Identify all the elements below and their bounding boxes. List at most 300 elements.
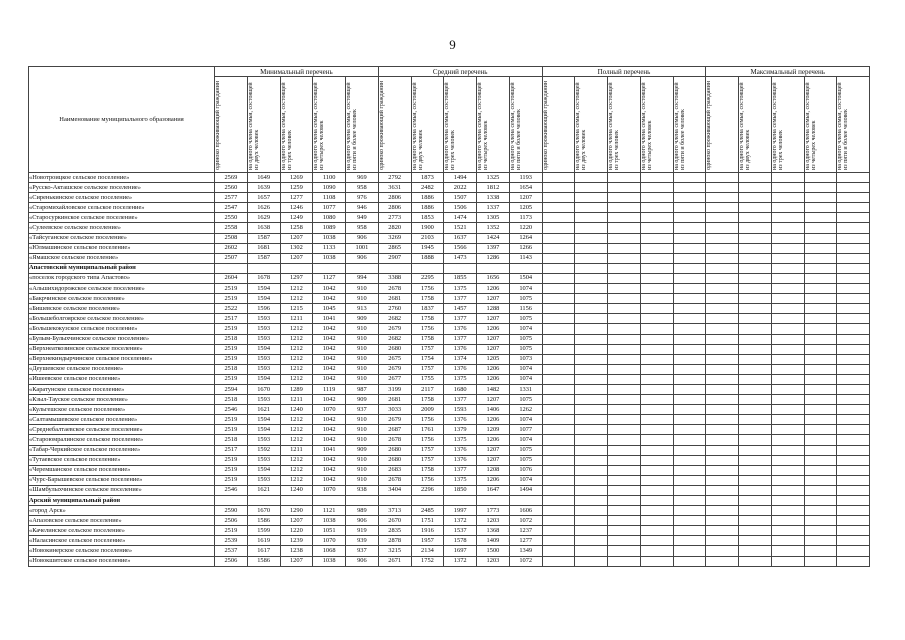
empty-cell xyxy=(804,374,837,384)
empty-cell xyxy=(542,294,575,304)
value-cell-mid: 1424 xyxy=(477,233,510,243)
empty-cell xyxy=(673,334,706,344)
empty-cell xyxy=(608,405,641,415)
empty-cell xyxy=(575,344,608,354)
subcolumn-header xyxy=(378,77,411,173)
empty-cell xyxy=(542,334,575,344)
value-cell-min: 1042 xyxy=(313,334,346,344)
subcolumn-header xyxy=(608,77,641,173)
empty-cell xyxy=(673,364,706,374)
value-cell-mid: 1072 xyxy=(509,516,542,526)
value-cell-mid: 1812 xyxy=(477,183,510,193)
municipality-name: «Большеболгоярское сельское поселение» xyxy=(29,314,215,324)
empty-cell xyxy=(706,284,739,294)
value-cell-min: 939 xyxy=(346,536,379,546)
value-cell-mid: 1156 xyxy=(509,304,542,314)
empty-cell xyxy=(608,425,641,435)
table-row xyxy=(29,455,870,465)
empty-cell xyxy=(608,435,641,445)
empty-cell xyxy=(608,304,641,314)
empty-cell xyxy=(771,233,804,243)
municipality-name: «Табар-Черкийское сельское поселение» xyxy=(29,445,215,455)
empty-cell xyxy=(575,203,608,213)
empty-cell xyxy=(837,445,870,455)
empty-cell xyxy=(771,183,804,193)
table-row xyxy=(29,384,870,394)
group-header-full: Полный перечень xyxy=(542,67,706,77)
value-cell-min: 2560 xyxy=(215,183,248,193)
value-cell-mid: 2296 xyxy=(411,485,444,495)
value-cell-mid: 1325 xyxy=(477,173,510,183)
value-cell-mid: 2678 xyxy=(378,435,411,445)
table-row xyxy=(29,203,870,213)
empty-cell xyxy=(608,193,641,203)
value-cell-min: 949 xyxy=(346,213,379,223)
empty-cell xyxy=(542,223,575,233)
value-cell-min: 1042 xyxy=(313,364,346,374)
municipality-name: «Альшихидорожское сельское поселение» xyxy=(29,284,215,294)
table-row xyxy=(29,273,870,283)
empty-cell xyxy=(477,263,510,273)
empty-cell xyxy=(640,384,673,394)
subcolumn-header-label: одиноко проживающий гражданин xyxy=(542,81,549,170)
empty-cell xyxy=(837,193,870,203)
empty-cell xyxy=(706,324,739,334)
empty-cell xyxy=(837,496,870,506)
empty-cell xyxy=(640,465,673,475)
value-cell-min: 937 xyxy=(346,546,379,556)
value-cell-mid: 1761 xyxy=(411,425,444,435)
empty-cell xyxy=(804,213,837,223)
value-cell-mid: 1209 xyxy=(477,425,510,435)
municipality-name: «Староюмралинское сельское поселение» xyxy=(29,435,215,445)
value-cell-min: 2506 xyxy=(215,516,248,526)
municipality-name: «Кульгешское сельское поселение» xyxy=(29,405,215,415)
value-cell-mid: 1494 xyxy=(444,173,477,183)
empty-cell xyxy=(739,405,772,415)
empty-cell xyxy=(640,253,673,263)
empty-cell xyxy=(542,213,575,223)
table-row xyxy=(29,435,870,445)
empty-cell xyxy=(804,223,837,233)
value-cell-mid: 1697 xyxy=(444,546,477,556)
empty-cell xyxy=(608,203,641,213)
empty-cell xyxy=(608,465,641,475)
empty-cell xyxy=(706,304,739,314)
value-cell-mid: 1957 xyxy=(411,536,444,546)
value-cell-min: 2518 xyxy=(215,364,248,374)
empty-cell xyxy=(542,314,575,324)
empty-cell xyxy=(739,536,772,546)
value-cell-min: 938 xyxy=(346,485,379,495)
empty-cell xyxy=(837,253,870,263)
empty-cell xyxy=(640,496,673,506)
value-cell-min: 958 xyxy=(346,183,379,193)
value-cell-min: 2519 xyxy=(215,354,248,364)
empty-cell xyxy=(575,536,608,546)
value-cell-min: 1596 xyxy=(247,304,280,314)
empty-cell xyxy=(575,294,608,304)
value-cell-mid: 1406 xyxy=(477,405,510,415)
table-row xyxy=(29,374,870,384)
empty-cell xyxy=(608,273,641,283)
empty-cell xyxy=(706,223,739,233)
value-cell-mid: 1206 xyxy=(477,435,510,445)
empty-cell xyxy=(608,314,641,324)
value-cell-mid: 1656 xyxy=(477,273,510,283)
empty-cell xyxy=(837,284,870,294)
value-cell-min: 1594 xyxy=(247,344,280,354)
empty-cell xyxy=(771,203,804,213)
empty-cell xyxy=(837,405,870,415)
table-row xyxy=(29,314,870,324)
value-cell-mid: 1457 xyxy=(444,304,477,314)
empty-cell xyxy=(575,475,608,485)
value-cell-mid: 1207 xyxy=(509,193,542,203)
value-cell-min: 1594 xyxy=(247,284,280,294)
value-cell-min: 1594 xyxy=(247,415,280,425)
value-cell-mid: 1757 xyxy=(411,455,444,465)
empty-cell xyxy=(640,334,673,344)
value-cell-min: 1212 xyxy=(280,344,313,354)
empty-cell xyxy=(804,243,837,253)
subcolumn-header xyxy=(739,77,772,173)
empty-cell xyxy=(837,263,870,273)
empty-cell xyxy=(575,364,608,374)
value-cell-min: 1586 xyxy=(247,556,280,566)
empty-cell xyxy=(771,314,804,324)
page-number: 9 xyxy=(449,37,456,52)
empty-cell xyxy=(771,465,804,475)
empty-cell xyxy=(575,485,608,495)
empty-cell xyxy=(608,485,641,495)
empty-cell xyxy=(804,405,837,415)
empty-cell xyxy=(608,294,641,304)
value-cell-min: 2602 xyxy=(215,243,248,253)
empty-cell xyxy=(542,173,575,183)
value-cell-min: 1594 xyxy=(247,294,280,304)
value-cell-mid: 1757 xyxy=(411,344,444,354)
subcolumn-header-label: на одного члена семьи, состоящей из двух человек xyxy=(411,82,424,170)
value-cell-min: 1619 xyxy=(247,536,280,546)
value-cell-mid: 1305 xyxy=(477,213,510,223)
value-cell-mid: 1075 xyxy=(509,294,542,304)
empty-cell xyxy=(640,546,673,556)
value-cell-mid: 1075 xyxy=(509,395,542,405)
empty-cell xyxy=(575,526,608,536)
value-cell-min: 2517 xyxy=(215,314,248,324)
value-cell-min: 1240 xyxy=(280,405,313,415)
empty-cell xyxy=(706,213,739,223)
value-cell-min: 1212 xyxy=(280,455,313,465)
municipality-name: «Ямашское сельское поселение» xyxy=(29,253,215,263)
value-cell-min: 2604 xyxy=(215,273,248,283)
empty-cell xyxy=(640,223,673,233)
subcolumn-header xyxy=(804,77,837,173)
table-row xyxy=(29,183,870,193)
value-cell-min: 1238 xyxy=(280,546,313,556)
value-cell-min: 2519 xyxy=(215,465,248,475)
empty-cell xyxy=(575,455,608,465)
empty-cell xyxy=(673,455,706,465)
empty-cell xyxy=(706,526,739,536)
value-cell-mid: 1886 xyxy=(411,193,444,203)
value-cell-min: 2517 xyxy=(215,445,248,455)
municipality-name: «Ишеевское сельское поселение» xyxy=(29,374,215,384)
empty-cell xyxy=(837,384,870,394)
value-cell-mid: 1207 xyxy=(477,334,510,344)
value-cell-min: 1586 xyxy=(247,516,280,526)
subcolumn-header xyxy=(509,77,542,173)
empty-cell xyxy=(804,455,837,465)
municipality-name: «Новокшитское сельское поселение» xyxy=(29,556,215,566)
empty-cell xyxy=(706,425,739,435)
value-cell-mid: 1855 xyxy=(444,273,477,283)
empty-cell xyxy=(608,455,641,465)
empty-cell xyxy=(706,334,739,344)
empty-cell xyxy=(215,496,248,506)
empty-cell xyxy=(804,546,837,556)
empty-cell xyxy=(640,294,673,304)
value-cell-mid: 1075 xyxy=(509,445,542,455)
value-cell-mid: 1751 xyxy=(411,516,444,526)
empty-cell xyxy=(575,243,608,253)
value-cell-mid: 1482 xyxy=(477,384,510,394)
empty-cell xyxy=(673,536,706,546)
empty-cell xyxy=(542,304,575,314)
empty-cell xyxy=(837,364,870,374)
value-cell-mid: 2677 xyxy=(378,374,411,384)
value-cell-min: 1068 xyxy=(313,546,346,556)
subcolumn-header-label: одиноко проживающий гражданин xyxy=(706,81,713,170)
value-cell-min: 910 xyxy=(346,294,379,304)
value-cell-min: 2519 xyxy=(215,344,248,354)
table-row xyxy=(29,243,870,253)
value-cell-min: 1038 xyxy=(313,556,346,566)
empty-cell xyxy=(575,253,608,263)
municipality-name: «Юлмашинское сельское поселение» xyxy=(29,243,215,253)
empty-cell xyxy=(673,203,706,213)
empty-cell xyxy=(837,395,870,405)
municipality-name: «Тутаевское сельское поселение» xyxy=(29,455,215,465)
value-cell-min: 1594 xyxy=(247,425,280,435)
empty-cell xyxy=(575,516,608,526)
value-cell-mid: 1756 xyxy=(411,475,444,485)
empty-cell xyxy=(739,445,772,455)
empty-cell xyxy=(804,475,837,485)
value-cell-min: 906 xyxy=(346,253,379,263)
empty-cell xyxy=(542,263,575,273)
value-cell-mid: 1474 xyxy=(444,213,477,223)
municipality-name: «Большекокузское сельское поселение» xyxy=(29,324,215,334)
empty-cell xyxy=(542,415,575,425)
empty-cell xyxy=(837,435,870,445)
subcolumn-header-label: на одного члена семьи, состоящей из пяти и более человек xyxy=(509,82,523,170)
empty-cell xyxy=(313,263,346,273)
value-cell-min: 2550 xyxy=(215,213,248,223)
value-cell-mid: 1207 xyxy=(477,294,510,304)
value-cell-min: 958 xyxy=(346,223,379,233)
empty-cell xyxy=(804,536,837,546)
empty-cell xyxy=(608,374,641,384)
value-cell-mid: 1647 xyxy=(477,485,510,495)
value-cell-min: 1207 xyxy=(280,516,313,526)
table-header xyxy=(29,67,870,173)
value-cell-mid: 2681 xyxy=(378,395,411,405)
empty-cell xyxy=(411,263,444,273)
empty-cell xyxy=(575,546,608,556)
empty-cell xyxy=(771,405,804,415)
empty-cell xyxy=(837,233,870,243)
empty-cell xyxy=(640,435,673,445)
empty-cell xyxy=(771,253,804,263)
value-cell-mid: 3033 xyxy=(378,405,411,415)
municipality-name: «Среднебалтаевское сельское поселение» xyxy=(29,425,215,435)
value-cell-mid: 2679 xyxy=(378,324,411,334)
value-cell-mid: 1916 xyxy=(411,526,444,536)
empty-cell xyxy=(608,496,641,506)
empty-cell xyxy=(608,475,641,485)
value-cell-min: 2518 xyxy=(215,435,248,445)
empty-cell xyxy=(837,465,870,475)
subcolumn-header-label: на одного члена семьи, состоящей из трех человек xyxy=(608,82,621,170)
empty-cell xyxy=(542,405,575,415)
value-cell-mid: 2835 xyxy=(378,526,411,536)
value-cell-min: 989 xyxy=(346,506,379,516)
empty-cell xyxy=(575,284,608,294)
empty-cell xyxy=(706,374,739,384)
empty-cell xyxy=(575,465,608,475)
empty-cell xyxy=(575,496,608,506)
value-cell-min: 2590 xyxy=(215,506,248,516)
value-cell-mid: 1206 xyxy=(477,324,510,334)
value-cell-mid: 1074 xyxy=(509,364,542,374)
empty-cell xyxy=(837,506,870,516)
empty-cell xyxy=(673,193,706,203)
empty-cell xyxy=(542,253,575,263)
municipality-name: «Булым-Булыхчинское сельское поселение» xyxy=(29,334,215,344)
value-cell-mid: 2679 xyxy=(378,364,411,374)
value-cell-mid: 3199 xyxy=(378,384,411,394)
subcolumn-header xyxy=(640,77,673,173)
empty-cell xyxy=(673,324,706,334)
value-cell-mid: 1075 xyxy=(509,455,542,465)
empty-cell xyxy=(542,284,575,294)
value-cell-min: 2519 xyxy=(215,415,248,425)
empty-cell xyxy=(739,243,772,253)
value-cell-min: 1212 xyxy=(280,364,313,374)
value-cell-min: 1211 xyxy=(280,314,313,324)
value-cell-mid: 1756 xyxy=(411,284,444,294)
table-body xyxy=(29,173,870,567)
value-cell-mid: 3388 xyxy=(378,273,411,283)
municipality-name: «Верхнеаткозинское сельское поселение» xyxy=(29,344,215,354)
value-cell-min: 910 xyxy=(346,475,379,485)
value-cell-mid: 1637 xyxy=(444,233,477,243)
value-cell-min: 2518 xyxy=(215,334,248,344)
empty-cell xyxy=(542,506,575,516)
value-cell-mid: 1377 xyxy=(444,465,477,475)
empty-cell xyxy=(706,395,739,405)
value-cell-mid: 2678 xyxy=(378,475,411,485)
empty-cell xyxy=(804,344,837,354)
empty-cell xyxy=(739,455,772,465)
value-cell-min: 906 xyxy=(346,516,379,526)
value-cell-min: 910 xyxy=(346,354,379,364)
empty-cell xyxy=(608,546,641,556)
municipality-name: «Чурс-Барышевское сельское поселение» xyxy=(29,475,215,485)
empty-cell xyxy=(640,344,673,354)
empty-cell xyxy=(804,556,837,566)
value-cell-min: 1042 xyxy=(313,374,346,384)
empty-cell xyxy=(771,334,804,344)
empty-cell xyxy=(771,273,804,283)
empty-cell xyxy=(706,173,739,183)
value-cell-mid: 1206 xyxy=(477,415,510,425)
value-cell-min: 1077 xyxy=(313,203,346,213)
subcolumn-header-label: на одного члена семьи, состоящей из двух человек xyxy=(247,82,260,170)
empty-cell xyxy=(575,213,608,223)
empty-cell xyxy=(706,364,739,374)
value-cell-mid: 1073 xyxy=(509,354,542,364)
empty-cell xyxy=(771,455,804,465)
section-row xyxy=(29,496,870,506)
empty-cell xyxy=(706,475,739,485)
empty-cell xyxy=(608,506,641,516)
value-cell-mid: 1266 xyxy=(509,243,542,253)
empty-cell xyxy=(608,334,641,344)
empty-cell xyxy=(542,435,575,445)
value-cell-mid: 1262 xyxy=(509,405,542,415)
value-cell-mid: 1376 xyxy=(444,344,477,354)
municipality-name: «Верхнекиндырчинское сельское поселение» xyxy=(29,354,215,364)
empty-cell xyxy=(673,465,706,475)
value-cell-min: 1593 xyxy=(247,314,280,324)
empty-cell xyxy=(739,485,772,495)
empty-cell xyxy=(673,273,706,283)
empty-cell xyxy=(804,485,837,495)
value-cell-min: 1617 xyxy=(247,546,280,556)
empty-cell xyxy=(608,173,641,183)
value-cell-min: 937 xyxy=(346,405,379,415)
value-cell-mid: 1853 xyxy=(411,213,444,223)
empty-cell xyxy=(771,516,804,526)
value-cell-min: 1249 xyxy=(280,213,313,223)
value-cell-mid: 1368 xyxy=(477,526,510,536)
value-cell-min: 910 xyxy=(346,374,379,384)
value-cell-min: 946 xyxy=(346,203,379,213)
empty-cell xyxy=(608,384,641,394)
municipality-name: «Старомихайловское сельское поселение» xyxy=(29,203,215,213)
empty-cell xyxy=(673,284,706,294)
value-cell-mid: 1376 xyxy=(444,364,477,374)
empty-cell xyxy=(706,506,739,516)
subcolumn-header xyxy=(542,77,575,173)
value-cell-mid: 1205 xyxy=(477,354,510,364)
value-cell-min: 1593 xyxy=(247,475,280,485)
value-cell-mid: 1220 xyxy=(509,223,542,233)
value-cell-mid: 1206 xyxy=(477,475,510,485)
empty-cell xyxy=(542,273,575,283)
empty-cell xyxy=(739,546,772,556)
value-cell-mid: 2865 xyxy=(378,243,411,253)
empty-cell xyxy=(608,526,641,536)
empty-cell xyxy=(542,536,575,546)
empty-cell xyxy=(444,263,477,273)
empty-cell xyxy=(673,546,706,556)
value-cell-mid: 1076 xyxy=(509,465,542,475)
value-cell-mid: 2022 xyxy=(444,183,477,193)
